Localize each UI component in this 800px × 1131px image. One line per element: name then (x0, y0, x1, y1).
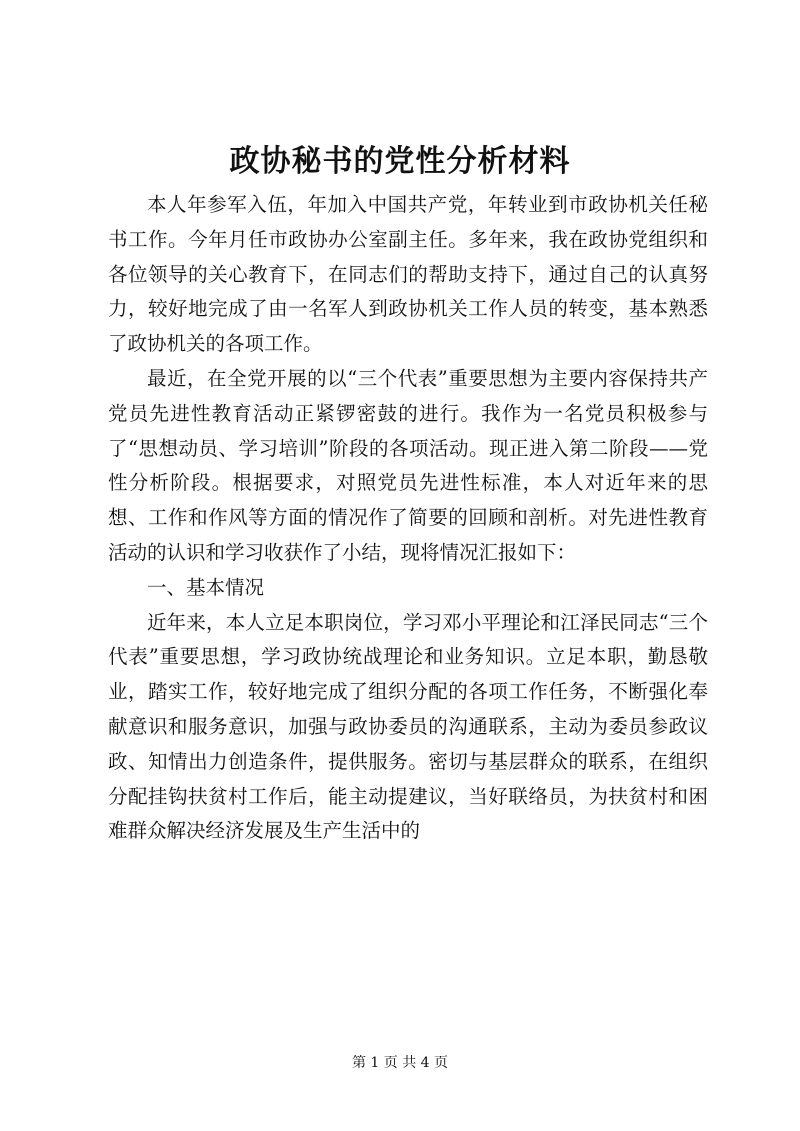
page-footer: 第 1 页 共 4 页 (351, 1055, 449, 1071)
document-title: 政协秘书的党性分析材料 (229, 144, 571, 179)
paragraph-recent-activity: 最近，在全党开展的以“三个代表”重要思想为主要内容保持共产党员先进性教育活动正紧锣密鼓的进行。我作为一名党员积极参与了“思想动员、学习培训”阶段的各项活动。现正进入第二阶段——党性分析阶段。根据要求，对照党员先进性标准，本人对近年来的思想、工作和作风等方面的情况作了简要的回顾和剖析。对先进性教育活动的认识和学习收获作了小结，现将情况汇报如下： (108, 366, 708, 564)
paragraph-intro: 本人年参军入伍，年加入中国共产党，年转业到市政协机关任秘书工作。今年月任市政协办公室副主任。多年来，我在政协党组织和各位领导的关心教育下，在同志们的帮助支持下，通过自己的认真努力，较好地完成了由一名军人到政协机关工作人员的转变，基本熟悉了政协机关的各项工作。 (108, 193, 708, 356)
paragraph-basic-situation: 近年来，本人立足本职岗位，学习邓小平理论和江泽民同志“三个代表”重要思想，学习政协统战理论和业务知识。立足本职，勤恳敬业，踏实工作，较好地完成了组织分配的各项工作任务，不断强化奉献意识和服务意识，加强与政协委员的沟通联系，主动为委员参政议政、知情出力创造条件，提供服务。密切与基层群众的联系，在组织分配挂钩扶贫村工作后，能主动提建议，当好联络员，为扶贫村和困难群众解决经济发展及生产生活中的 (108, 610, 708, 843)
section-heading-basic-situation: 一、基本情况 (147, 575, 265, 599)
document-body (108, 188, 708, 849)
